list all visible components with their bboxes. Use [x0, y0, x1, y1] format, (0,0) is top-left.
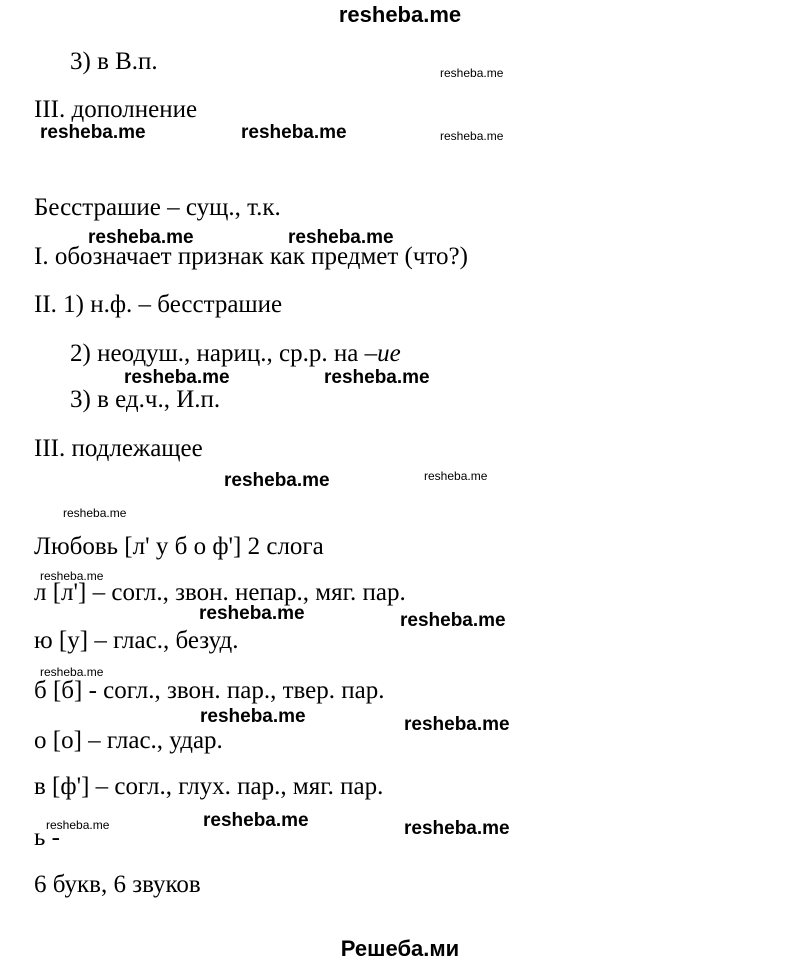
watermark: resheba.me [400, 610, 506, 631]
text-line: ю [у] – глас., безуд. [34, 627, 239, 654]
text-line: 3) в В.п. [70, 48, 158, 75]
text-line: о [о] – глас., удар. [34, 727, 223, 754]
text-line: 3) в ед.ч., И.п. [70, 386, 221, 413]
watermark: resheba.me [63, 506, 127, 520]
text-line: Бесстрашие – сущ., т.к. [34, 194, 281, 221]
watermark: resheba.me [46, 818, 110, 832]
suffix-italic: –ие [364, 340, 401, 367]
header-site: resheba.me [338, 2, 462, 27]
text-line: ь - [34, 824, 60, 851]
watermark: resheba.me [424, 469, 488, 483]
watermark: resheba.me [440, 66, 504, 80]
footer-site: Решеба.ми [340, 936, 460, 961]
watermark: resheba.me [324, 367, 430, 388]
watermark: resheba.me [40, 665, 104, 679]
watermark: resheba.me [288, 227, 394, 248]
text-line-main: 2) неодуш., нариц., ср.р. на [70, 340, 365, 367]
watermark: resheba.me [241, 122, 347, 143]
text-line: Любовь [л' у б о ф'] 2 слога [34, 533, 324, 560]
watermark: resheba.me [199, 603, 305, 624]
watermark: resheba.me [404, 714, 510, 735]
watermark: resheba.me [200, 706, 306, 727]
text-line: II. 1) н.ф. – бесстрашие [34, 291, 283, 318]
watermark: resheba.me [88, 227, 194, 248]
text-line: I. обозначает признак как предмет (что?) [34, 243, 468, 270]
watermark: resheba.me [440, 129, 504, 143]
watermark: resheba.me [404, 818, 510, 839]
text-line [70, 339, 401, 369]
watermark: resheba.me [40, 122, 146, 143]
text-line: б [б] - согл., звон. пар., твер. пар. [34, 677, 385, 704]
text-line: л [л'] – согл., звон. непар., мяг. пар. [34, 579, 406, 606]
text-line: 6 букв, 6 звуков [34, 871, 201, 898]
text-line: III. дополнение [34, 96, 198, 123]
text-line: в [ф'] – согл., глух. пар., мяг. пар. [34, 773, 384, 800]
watermark: resheba.me [224, 470, 330, 491]
watermark: resheba.me [124, 367, 230, 388]
watermark: resheba.me [203, 810, 309, 831]
watermark: resheba.me [40, 569, 104, 583]
text-line: III. подлежащее [34, 435, 203, 462]
